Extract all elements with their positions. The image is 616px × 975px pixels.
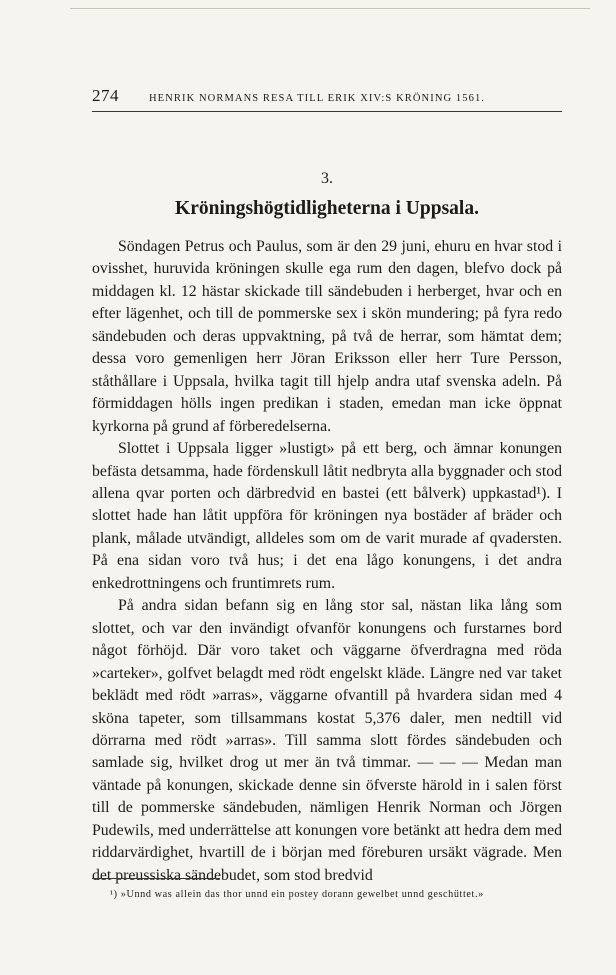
- paragraph: Söndagen Petrus och Paulus, som är den 29 juni, ehuru en hvar stod i ovisshet, huruvida kröningen skulle ega rum den dagen, blefvo dock på middagen kl. 12 hästar skickade till sändebuden i herberget, hvar och en efter lägenhet, och till de pommerske sex i skön mundering; på fyra redo sändebuden och deras uppvaktning, på två de herrar, som hämtat dem; dessa voro gemenligen herr Jöran Eriksson eller herr Ture Persson, ståthållare i Uppsala, hvilka tagit till hjelp andra utaf svenska adeln. På förmiddagen hölls ingen predikan i staden, emedan man icke öppnat kyrkorna på grund af förberedelserna.: [92, 238, 562, 435]
- page-number: 274: [92, 86, 119, 105]
- running-title: HENRIK NORMANS RESA TILL ERIK XIV:S KRÖNING 1561.: [149, 93, 486, 104]
- footnote-rule: [92, 878, 220, 879]
- footnote: ¹) »Unnd was allein das thor unnd ein postey dorann gewelbet unnd geschüttet.»: [110, 889, 484, 900]
- body-text: [92, 236, 562, 887]
- paragraph: På andra sidan befann sig en lång stor sal, nästan lika lång som slottet, och var den invändigt ofvanför konungens och furstarnes bord något förhöjd. Där voro taket och väggarne öfverdragna med röda »carteker», golfvet belagdt med rödt engelskt kläde. Längre ned var taket beklädt med rödt »arras», väggarne ofvantill på hvardera sidan med 4 sköna tapeter, som tillsammans kostat 5,376 daler, men nedtill vid dörrarna med rödt »arras». Till samma slott fördes sändebuden och samlade sig, hvilket drog ut mer än två timmar. — — — Medan man väntade på konungen, skickade denne sin öfverste härold in i salen först till de pommerske sändebuden, nämligen Henrik Norman och Jörgen Pudewils, med underrättelse att konungen vore betänkt att hedra dem med riddarvärdighet, hvartill de i början med föreburen ursäkt vägrade. Men det preussiska sändebudet, som stod bredvid: [92, 597, 562, 884]
- section-number: 3.: [321, 170, 333, 187]
- section-title: Kröningshögtidligheterna i Uppsala.: [175, 198, 479, 219]
- top-edge-rule: [70, 8, 590, 9]
- header-rule: [92, 111, 562, 112]
- paragraph: Slottet i Uppsala ligger »lustigt» på ett berg, och ämnar konungen befästa detsamma, hade fördenskull låtit nedbryta alla byggnader och stod allena qvar porten och därbredvid en bastei (ett bålverk) uppkastad¹). I slottet hade han låtit uppföra för kröningen nya bostäder af bräder och plank, målade utvändigt, alldeles som om de varit murade af qvadersten. På ena sidan voro två hus; i det ena lågo konungens, i det andra enkedrottningens och fruntimrets rum.: [92, 440, 562, 592]
- page-header: [92, 86, 562, 106]
